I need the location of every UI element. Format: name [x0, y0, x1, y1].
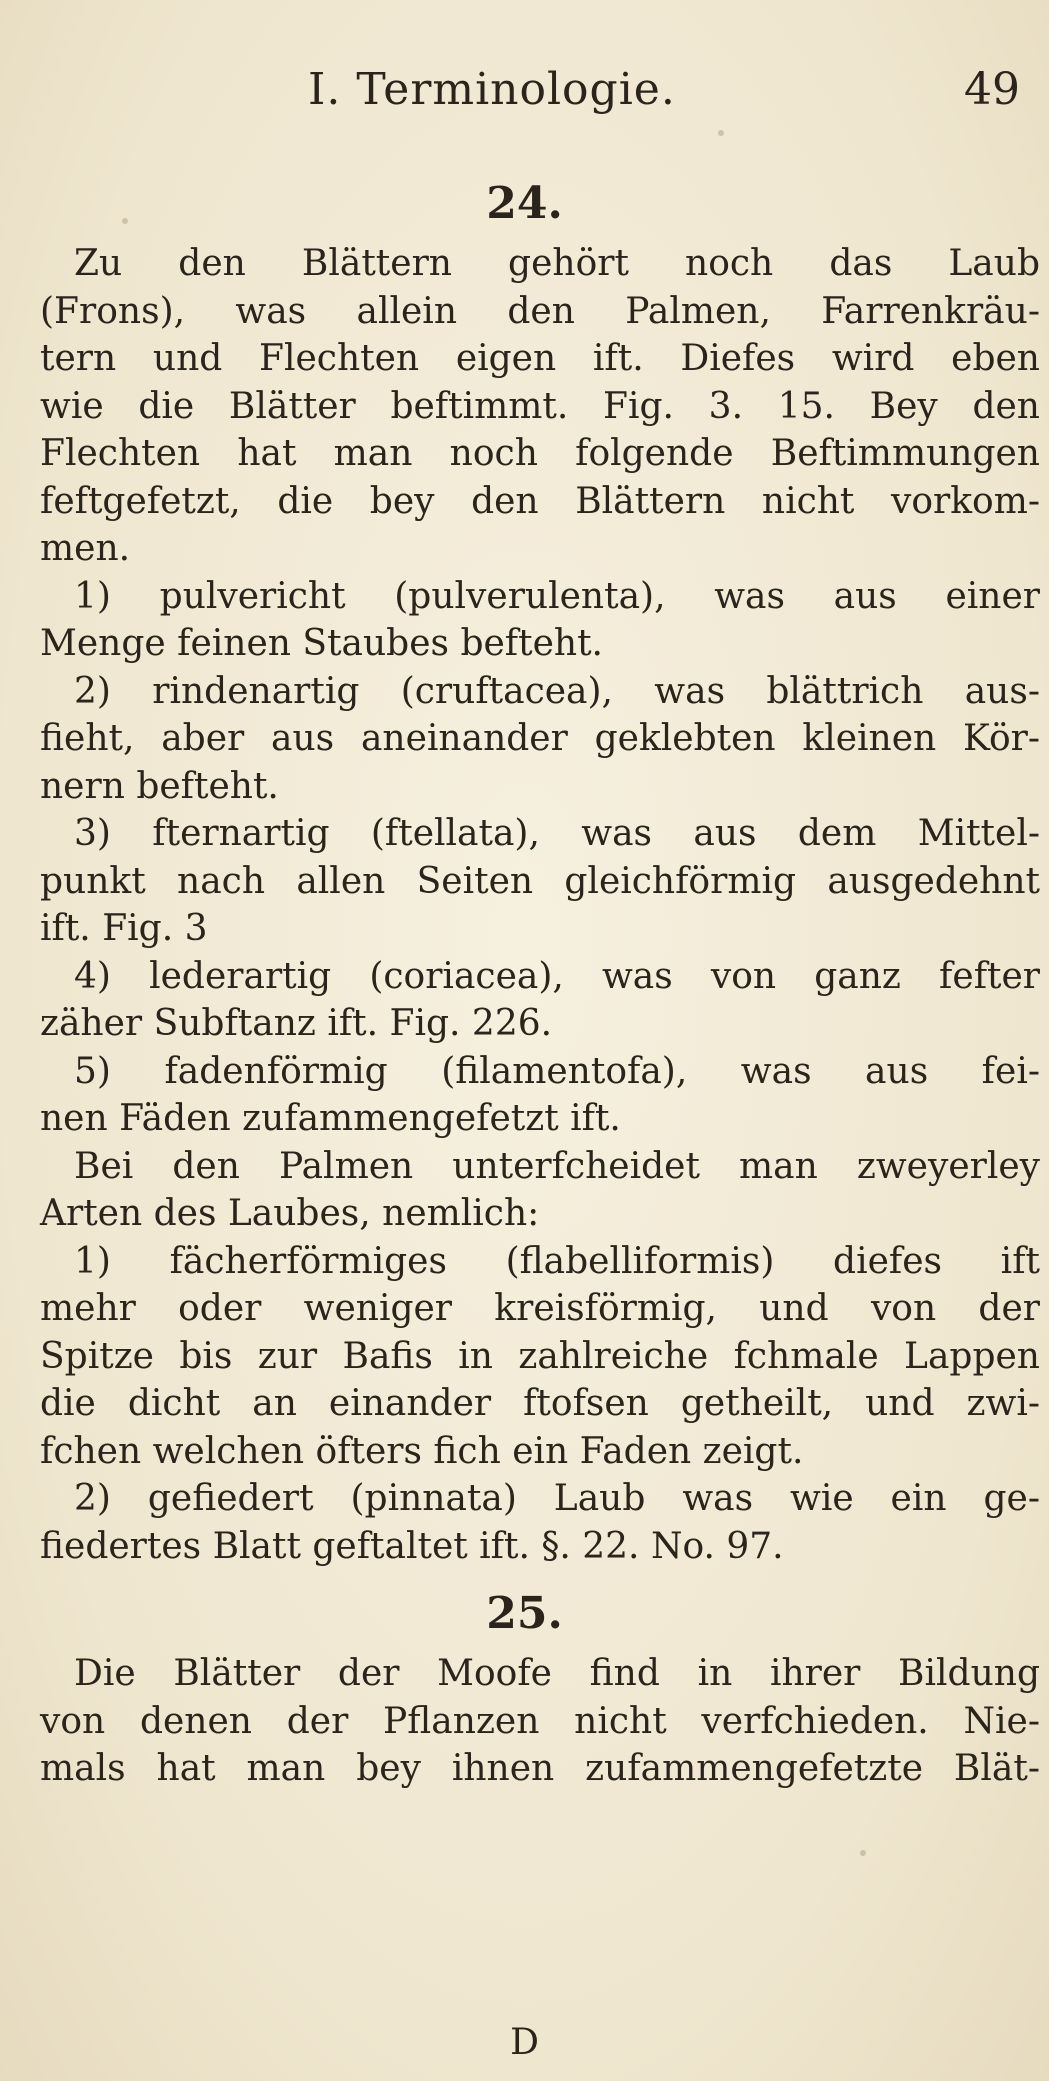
text-line: mehr oder weniger kreisförmig, und von der — [40, 1288, 1040, 1329]
text-line: fchen welchen öfters fich ein Faden zeigt. — [40, 1430, 804, 1472]
section-25-text — [40, 1650, 1040, 1793]
text-line: zäher Subftanz ift. Fig. 226. — [40, 1003, 553, 1044]
paper-speck — [860, 1850, 866, 1856]
text-line: Menge feinen Staubes befteht. — [40, 623, 603, 664]
text-line: Flechten hat man noch folgende Beftimmungen — [40, 433, 1040, 474]
text-line: von denen der Pflanzen nicht verfchieden. Nie- — [40, 1700, 1040, 1742]
text-line: 1) pulvericht (pulverulenta), was aus einer — [74, 575, 1040, 617]
text-line: 1) fächerförmiges (flabelliformis) diefes ift — [74, 1240, 1040, 1282]
running-header — [0, 60, 1049, 130]
section-number-24: 24. — [486, 178, 563, 229]
text-line: feftgefetzt, die bey den Blättern nicht vorkom- — [40, 480, 1040, 522]
text-line: Die Blätter der Moofe find in ihrer Bildung — [74, 1653, 1040, 1694]
text-line: Zu den Blättern gehört noch das Laub — [74, 243, 1040, 284]
section-number-25: 25. — [486, 1588, 563, 1639]
text-line: (Frons), was allein den Palmen, Farrenkräu- — [40, 290, 1040, 332]
paper-speck — [122, 218, 128, 224]
signature-mark: D — [510, 2022, 539, 2063]
paper-speck — [718, 130, 724, 136]
text-line: punkt nach allen Seiten gleichförmig ausgedehnt — [40, 860, 1040, 902]
text-line: Arten des Laubes, nemlich: — [40, 1193, 540, 1234]
text-line: fieht, aber aus aneinander geklebten kleinen Kör- — [40, 718, 1040, 759]
text-line: 4) lederartig (coriacea), was von ganz fefter — [74, 955, 1040, 997]
text-line: nern befteht. — [40, 765, 279, 807]
text-line: mals hat man bey ihnen zufammengefetzte Blät- — [40, 1748, 1040, 1789]
chapter-title: I. Terminologie. — [308, 64, 676, 115]
text-line: 3) fternartig (ftellata), was aus dem Mittel- — [74, 813, 1040, 854]
text-line: 2) gefiedert (pinnata) Laub was wie ein ge- — [74, 1478, 1040, 1519]
text-line: nen Fäden zufammengefetzt ift. — [40, 1098, 621, 1139]
page-number: 49 — [964, 64, 1020, 115]
text-line: 5) fadenförmig (filamentofa), was aus fei- — [74, 1050, 1040, 1092]
text-line: men. — [40, 528, 131, 569]
text-line: fiedertes Blatt geftaltet ift. §. 22. No. 97. — [40, 1525, 784, 1567]
text-line: ift. Fig. 3 — [40, 908, 208, 949]
text-line: die dicht an einander ftofsen getheilt, und zwi- — [40, 1383, 1040, 1424]
text-line: wie die Blätter beftimmt. Fig. 3. 15. Bey den — [40, 385, 1040, 427]
text-line: Bei den Palmen unterfcheidet man zweyerley — [74, 1145, 1040, 1187]
text-line: tern und Flechten eigen ift. Diefes wird eben — [40, 338, 1040, 379]
text-line: 2) rindenartig (cruftacea), was blättrich aus- — [74, 670, 1040, 712]
section-24-text — [40, 240, 1040, 1570]
text-line: Spitze bis zur Bafis in zahlreiche fchmale Lappen — [40, 1335, 1040, 1377]
